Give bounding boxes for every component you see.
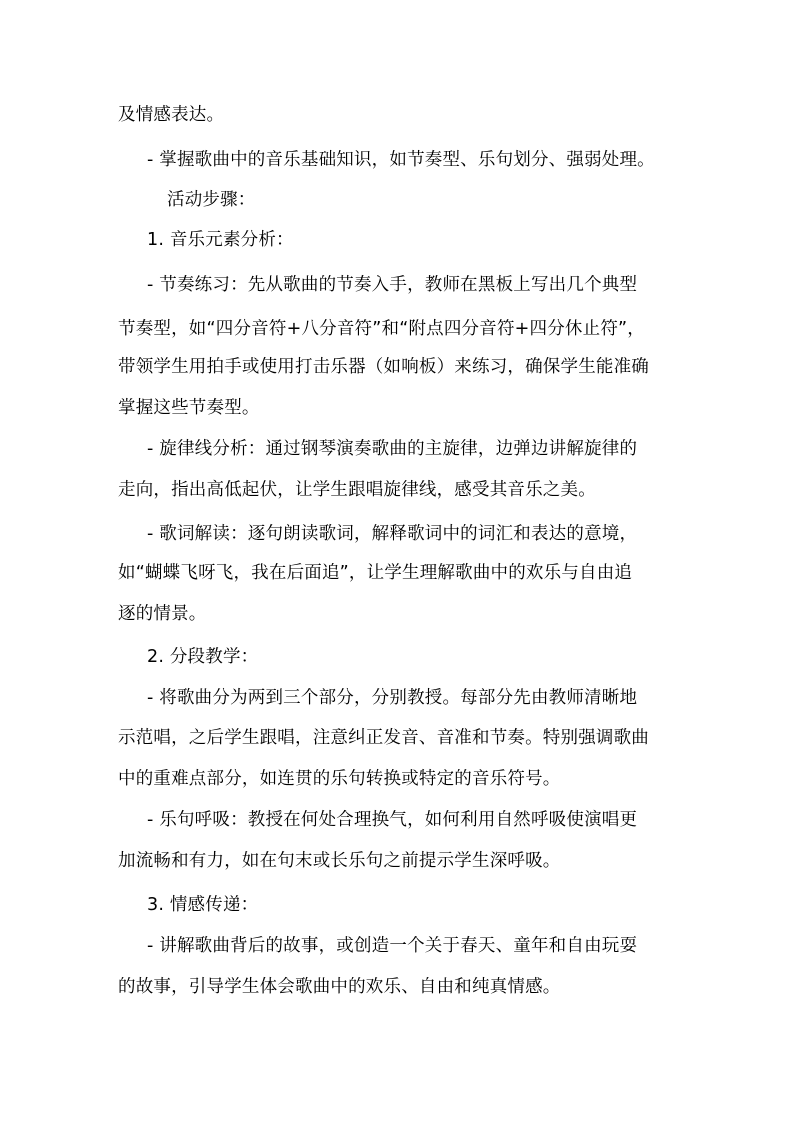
text-line-10: 走向，指出高低起伏，让学生跟唱旋律线，感受其音乐之美。	[118, 480, 596, 500]
subheading-music-elements: 1. 音乐元素分析：	[147, 230, 294, 250]
text-line-12: 如“蝴蝶飞呀飞，我在后面追”，让学生理解歌曲中的欢乐与自由追	[118, 563, 633, 583]
text-line-8: 掌握这些节奏型。	[118, 398, 260, 418]
text-line-5: - 节奏练习：先从歌曲的节奏入手，教师在黑板上写出几个典型	[147, 275, 638, 295]
text-line-7: 带领学生用拍手或使用打击乐器（如响板）来练习，确保学生能准确	[118, 357, 649, 377]
text-line-21: - 讲解歌曲背后的故事，或创造一个关于春天、童年和自由玩耍	[147, 936, 638, 956]
text-line-22: 的故事，引导学生体会歌曲中的欢乐、自由和纯真情感。	[118, 977, 561, 997]
text-line-6: 节奏型，如“四分音符+八分音符”和“附点四分音符+四分休止符”，	[118, 319, 645, 339]
text-line-1: 及情感表达。	[118, 105, 225, 125]
section-heading-activity-steps: 活动步骤：	[167, 190, 256, 210]
text-line-19: 加流畅和有力，如在句末或长乐句之前提示学生深呼吸。	[118, 851, 561, 871]
subheading-segmented-teaching: 2. 分段教学：	[147, 647, 259, 667]
text-line-11: - 歌词解读：逐句朗读歌词，解释歌词中的词汇和表达的意境，	[147, 524, 638, 544]
text-line-16: 示范唱，之后学生跟唱，注意纠正发音、音准和节奏。特别强调歌曲	[118, 728, 649, 748]
text-line-18: - 乐句呼吸：教授在何处合理换气，如何利用自然呼吸使演唱更	[147, 810, 638, 830]
subheading-emotion-delivery: 3. 情感传递：	[147, 895, 259, 915]
text-line-13: 逐的情景。	[118, 604, 207, 624]
text-line-2: - 掌握歌曲中的音乐基础知识，如节奏型、乐句划分、强弱处理。	[147, 150, 655, 170]
text-line-15: - 将歌曲分为两到三个部分，分别教授。每部分先由教师清晰地	[147, 688, 638, 708]
text-line-17: 中的重难点部分，如连贯的乐句转换或特定的音乐符号。	[118, 769, 561, 789]
text-line-9: - 旋律线分析：通过钢琴演奏歌曲的主旋律，边弹边讲解旋律的	[147, 439, 638, 459]
